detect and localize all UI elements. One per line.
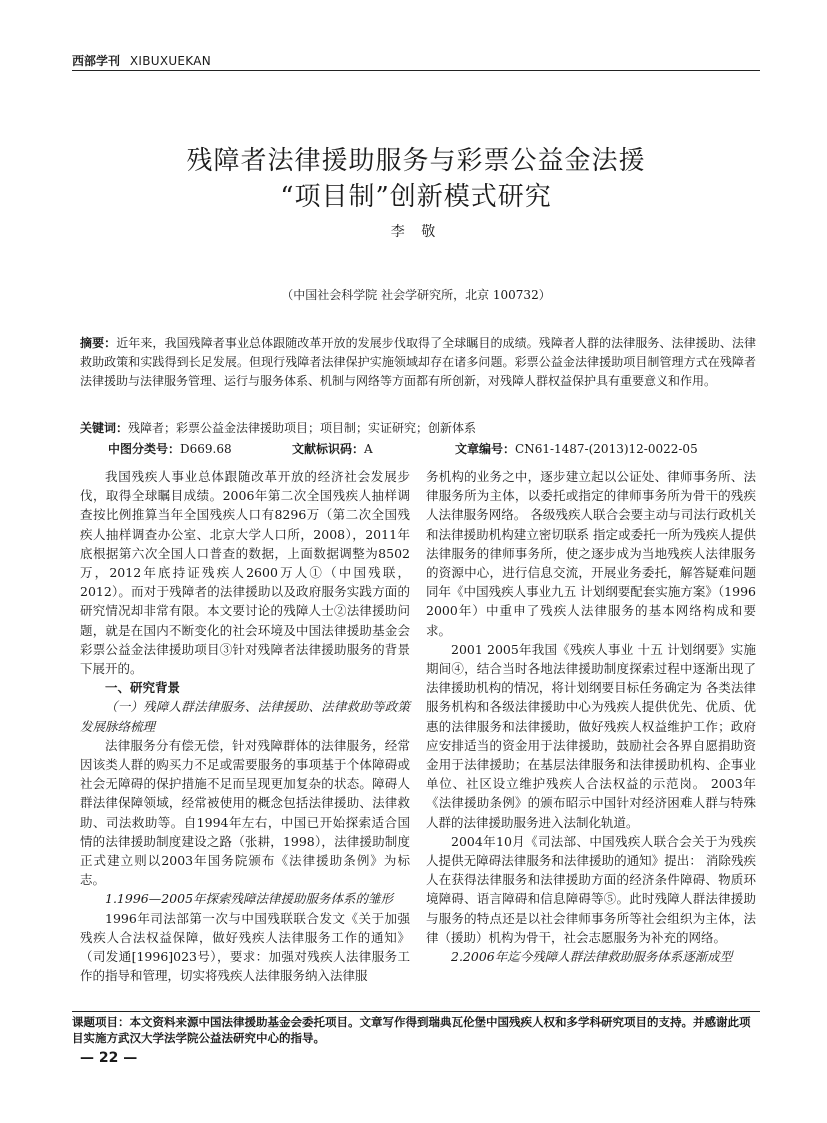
page-number: — 22 — (80, 1050, 138, 1066)
paragraph: 务机构的业务之中，逐步建立起以公证处、律师事务所、法律服务所为主体，以委托或指定的律师事务所为骨干的残疾人法律服务网络。 各级残疾人联合会要主动与司法行政机关和法律援助机构建立密切联系 指定或委托一所为残疾人提供法律服务的律师事务所，使之逐步成为当地残疾人法律服务的资源中心，进行信息交流，开展业务委托，解答疑难问题 同年《中国残疾人事业九五 计划纲要配套实施方案》（1996 2000年）中重申了残疾人法律服务的基本网络构成和要求。 (426, 469, 756, 638)
subsection-heading: （一）残障人群法律服务、法律援助、法律救助等政策发展脉络梳理 (80, 699, 410, 734)
keywords-text: 残障者；彩票公益金法律援助项目；项目制；实证研究；创新体系 (128, 421, 477, 435)
article-number: 文章编号：CN61-1487-(2013)12-0022-05 (455, 442, 698, 456)
running-header (72, 52, 760, 69)
clc-number: 中图分类号：D669.68 (108, 442, 232, 456)
keywords (80, 419, 756, 438)
footnote: 课题项目：本文资料来源中国法律援助基金会委托项目。文章写作得到瑞典瓦伦堡中国残疾人权和多学科研究项目的支持。并感谢此项目实施方武汉大学法学院公益法研究中心的指导。 (72, 1015, 751, 1045)
body-column-left (80, 467, 410, 985)
abstract (80, 334, 756, 391)
subsection-heading: 2.2006年迄今残障人群法律救助服务体系逐渐成型 (451, 949, 733, 965)
paragraph: 2004年10月《司法部、中国残疾人联合会关于为残疾人提供无障碍法律服务和法律援助的通知》提出： 消除残疾人在获得法律服务和法律援助方面的经济条件障碍、物质环境障碍、语言障碍和信息障碍等⑤。此时残障人群法律援助与服务的特点还是以社会律师事务所等社会组织为主体，法律（援助）机构为骨干，社会志愿服务为补充的网络。 (426, 833, 756, 945)
header-rule (72, 70, 760, 71)
journal-latin-name: XIBUXUEKAN (129, 54, 212, 68)
paragraph: 我国残疾人事业总体跟随改革开放的经济社会发展步伐，取得全球瞩目成绩。2006年第二次全国残疾人抽样调查按比例推算当年全国残疾人口有8296万（第二次全国残疾人抽样调查办公室、北京大学人口所，2008），2011年底根据第六次全国人口普查的数据，上面数据调整为8502万，2012年底持证残疾人2600万人①（中国残联，2012）。而对于残障者的法律援助以及政府服务实践方面的研究情况却非常有限。本文要讨论的残障人士②法律援助问题，就是在国内不断变化的社会环境及中国法律援助基金会彩票公益金法律援助项目③针对残障者法律援助服务的背景下展开的。 (80, 469, 410, 677)
document-code: 文献标识码：A (292, 442, 373, 456)
abstract-label: 摘要： (80, 336, 117, 350)
author-name: 李 敬 (390, 224, 442, 240)
journal-name: 西部学刊 (72, 54, 121, 68)
body-column-right (426, 467, 756, 966)
article-title-line-2: “项目制”创新模式研究 (280, 182, 552, 212)
paragraph: 2001 2005年我国《残疾人事业 十五 计划纲要》实施期间④，结合当时各地法律援助制度探索过程中逐渐出现了法律援助机构的情况，将计划纲要目标任务确定为 各类法律服务机构和各级法律援助中心为残疾人提供优先、优质、优惠的法律服务和法律援助，做好残疾人权益维护工作；政府应安排适当的资金用于法律援助，鼓励社会各界自愿捐助资金用于法律援助；在基层法律服务和法律援助机构、企事业单位、社区设立维护残疾人合法权益的示范岗。 2003年《法律援助条例》的颁布昭示中国针对经济困难人群与特殊人群的法律援助服务进入法制化轨道。 (426, 641, 756, 830)
footnote-rule (72, 1011, 760, 1012)
article-title-line-1: 残障者法律援助服务与彩票公益金法援 (186, 146, 646, 176)
author-affiliation: （中国社会科学院 社会学研究所，北京 100732） (281, 288, 551, 302)
paragraph: 1996年司法部第一次与中国残联联合发文《关于加强残疾人合法权益保障，做好残疾人法律服务工作的通知》（司发通[1996]023号），要求：加强对残疾人法律服务工作的指导和管理，切实将残疾人法律服务纳入法律服 (80, 910, 410, 984)
section-heading: 一、研究背景 (105, 680, 181, 696)
subsection-heading: 1.1996—2005年探索残障法律援助服务体系的雏形 (105, 891, 394, 907)
paragraph: 法律服务分有偿无偿，针对残障群体的法律服务，经常因该类人群的购买力不足或需要服务的事项基于个体障碍或社会无障碍的保护措施不足而呈现更加复杂的状态。障碍人群法律保障领域，经常被使用的概念包括法律援助、法律救助、司法救助等。自1994年左右，中国已开始探索适合国情的法律援助制度建设之路（张耕，1998），法律援助制度正式建立则以2003年国务院颁布《法律援助条例》为标志。 (80, 737, 410, 888)
keywords-label: 关键词： (80, 421, 129, 435)
abstract-text: 近年来，我国残障者事业总体跟随改革开放的发展步伐取得了全球瞩目的成绩。残障者人群的法律服务、法律援助、法律救助政策和实践得到长足发展。但现行残障者法律保护实施领域却存在诸多问题。彩票公益金法律援助项目制管理方式在残障者法律援助与法律服务管理、运行与服务体系、机制与网络等方面都有所创新，对残障人群权益保护具有重要意义和作用。 (80, 336, 756, 388)
